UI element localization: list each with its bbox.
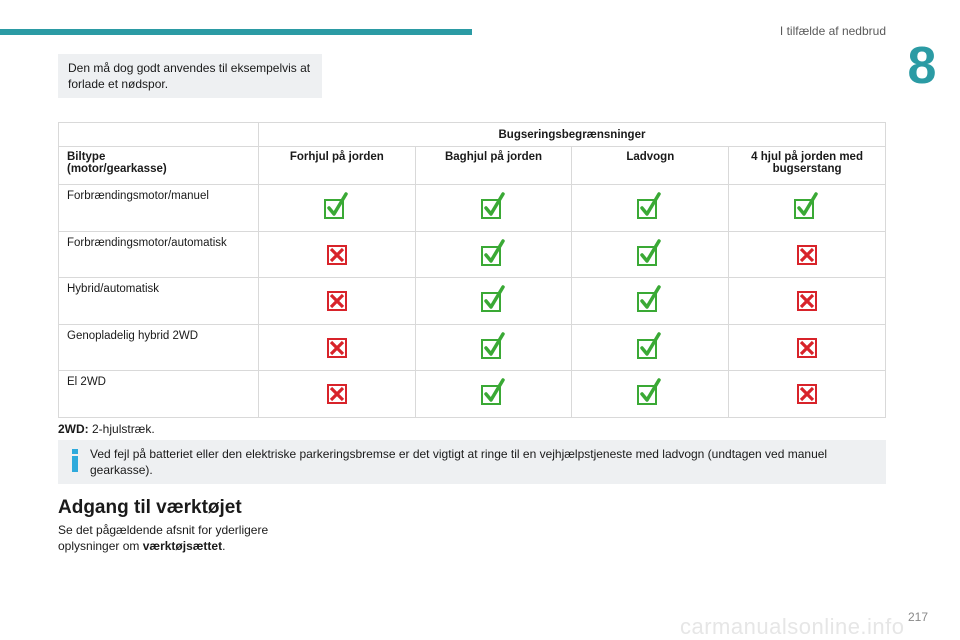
info-icon (70, 449, 80, 473)
table-row (59, 371, 886, 418)
mark-cell (258, 371, 415, 418)
allowed-check-icon (637, 335, 663, 361)
mark-cell (729, 324, 886, 371)
mark-cell (572, 278, 729, 325)
not-allowed-cross-icon (324, 335, 350, 361)
table-row (59, 231, 886, 278)
not-allowed-cross-icon (324, 288, 350, 314)
legend-text: 2-hjulstræk. (88, 422, 155, 436)
mark-cell (572, 231, 729, 278)
mark-cell (415, 324, 572, 371)
page-number: 217 (907, 610, 928, 624)
chapter-number: 8 (907, 37, 937, 95)
mark-cell (258, 185, 415, 232)
column-header-tow-bar: 4 hjul på jorden med bugserstang (729, 147, 886, 185)
section-text (58, 522, 288, 554)
not-allowed-cross-icon (794, 242, 820, 268)
legend-term: 2WD: (58, 422, 89, 436)
column-header-front-wheels: Forhjul på jorden (258, 147, 415, 185)
info-text: Ved fejl på batteriet eller den elektriske parkeringsbremse er det vigtigt at ringe til en vejhjælpstjeneste med ladvogn (undtagen ved manuel gearkasse). (90, 447, 828, 477)
watermark: carmanualsonline.info (680, 614, 905, 639)
table-corner (59, 123, 259, 147)
table-row (59, 185, 886, 232)
section-text-bold: værktøjsættet (142, 539, 223, 553)
chapter-color-bar (0, 29, 472, 35)
table-row (59, 278, 886, 325)
allowed-check-icon (324, 195, 350, 221)
table-group-title: Bugseringsbegrænsninger (258, 123, 885, 147)
row-label: Forbrændingsmotor/automatisk (59, 231, 259, 278)
mark-cell (729, 185, 886, 232)
not-allowed-cross-icon (324, 381, 350, 407)
mark-cell (729, 231, 886, 278)
mark-cell (415, 231, 572, 278)
row-label: El 2WD (59, 371, 259, 418)
mark-cell (415, 278, 572, 325)
mark-cell (415, 371, 572, 418)
abbreviation-legend (58, 422, 155, 436)
allowed-check-icon (481, 195, 507, 221)
section-text-end: . (222, 539, 226, 553)
row-label: Hybrid/automatisk (59, 278, 259, 325)
note-box: Den må dog godt anvendes til eksempelvis at forlade et nødspor. (58, 54, 322, 98)
column-header-rear-wheels: Baghjul på jorden (415, 147, 572, 185)
allowed-check-icon (794, 195, 820, 221)
allowed-check-icon (481, 288, 507, 314)
allowed-check-icon (481, 242, 507, 268)
not-allowed-cross-icon (794, 335, 820, 361)
row-label: Forbrændingsmotor/manuel (59, 185, 259, 232)
allowed-check-icon (637, 288, 663, 314)
mark-cell (572, 324, 729, 371)
not-allowed-cross-icon (794, 288, 820, 314)
section-text-part: Se det pågældende afsnit for yderligere oplysninger om (58, 523, 269, 553)
row-label: Genopladelig hybrid 2WD (59, 324, 259, 371)
vehicle-type-header: Biltype (motor/gearkasse) (59, 147, 259, 185)
column-header-flatbed: Ladvogn (572, 147, 729, 185)
mark-cell (572, 185, 729, 232)
info-box (58, 440, 886, 484)
towing-restrictions-table (58, 122, 886, 418)
allowed-check-icon (481, 381, 507, 407)
allowed-check-icon (481, 335, 507, 361)
allowed-check-icon (637, 195, 663, 221)
not-allowed-cross-icon (794, 381, 820, 407)
mark-cell (729, 278, 886, 325)
allowed-check-icon (637, 381, 663, 407)
mark-cell (258, 324, 415, 371)
mark-cell (258, 231, 415, 278)
table-row (59, 324, 886, 371)
section-title: Adgang til værktøjet (58, 497, 242, 518)
mark-cell (258, 278, 415, 325)
mark-cell (415, 185, 572, 232)
allowed-check-icon (637, 242, 663, 268)
not-allowed-cross-icon (324, 242, 350, 268)
chapter-title: I tilfælde af nedbrud (779, 24, 886, 38)
mark-cell (729, 371, 886, 418)
mark-cell (572, 371, 729, 418)
